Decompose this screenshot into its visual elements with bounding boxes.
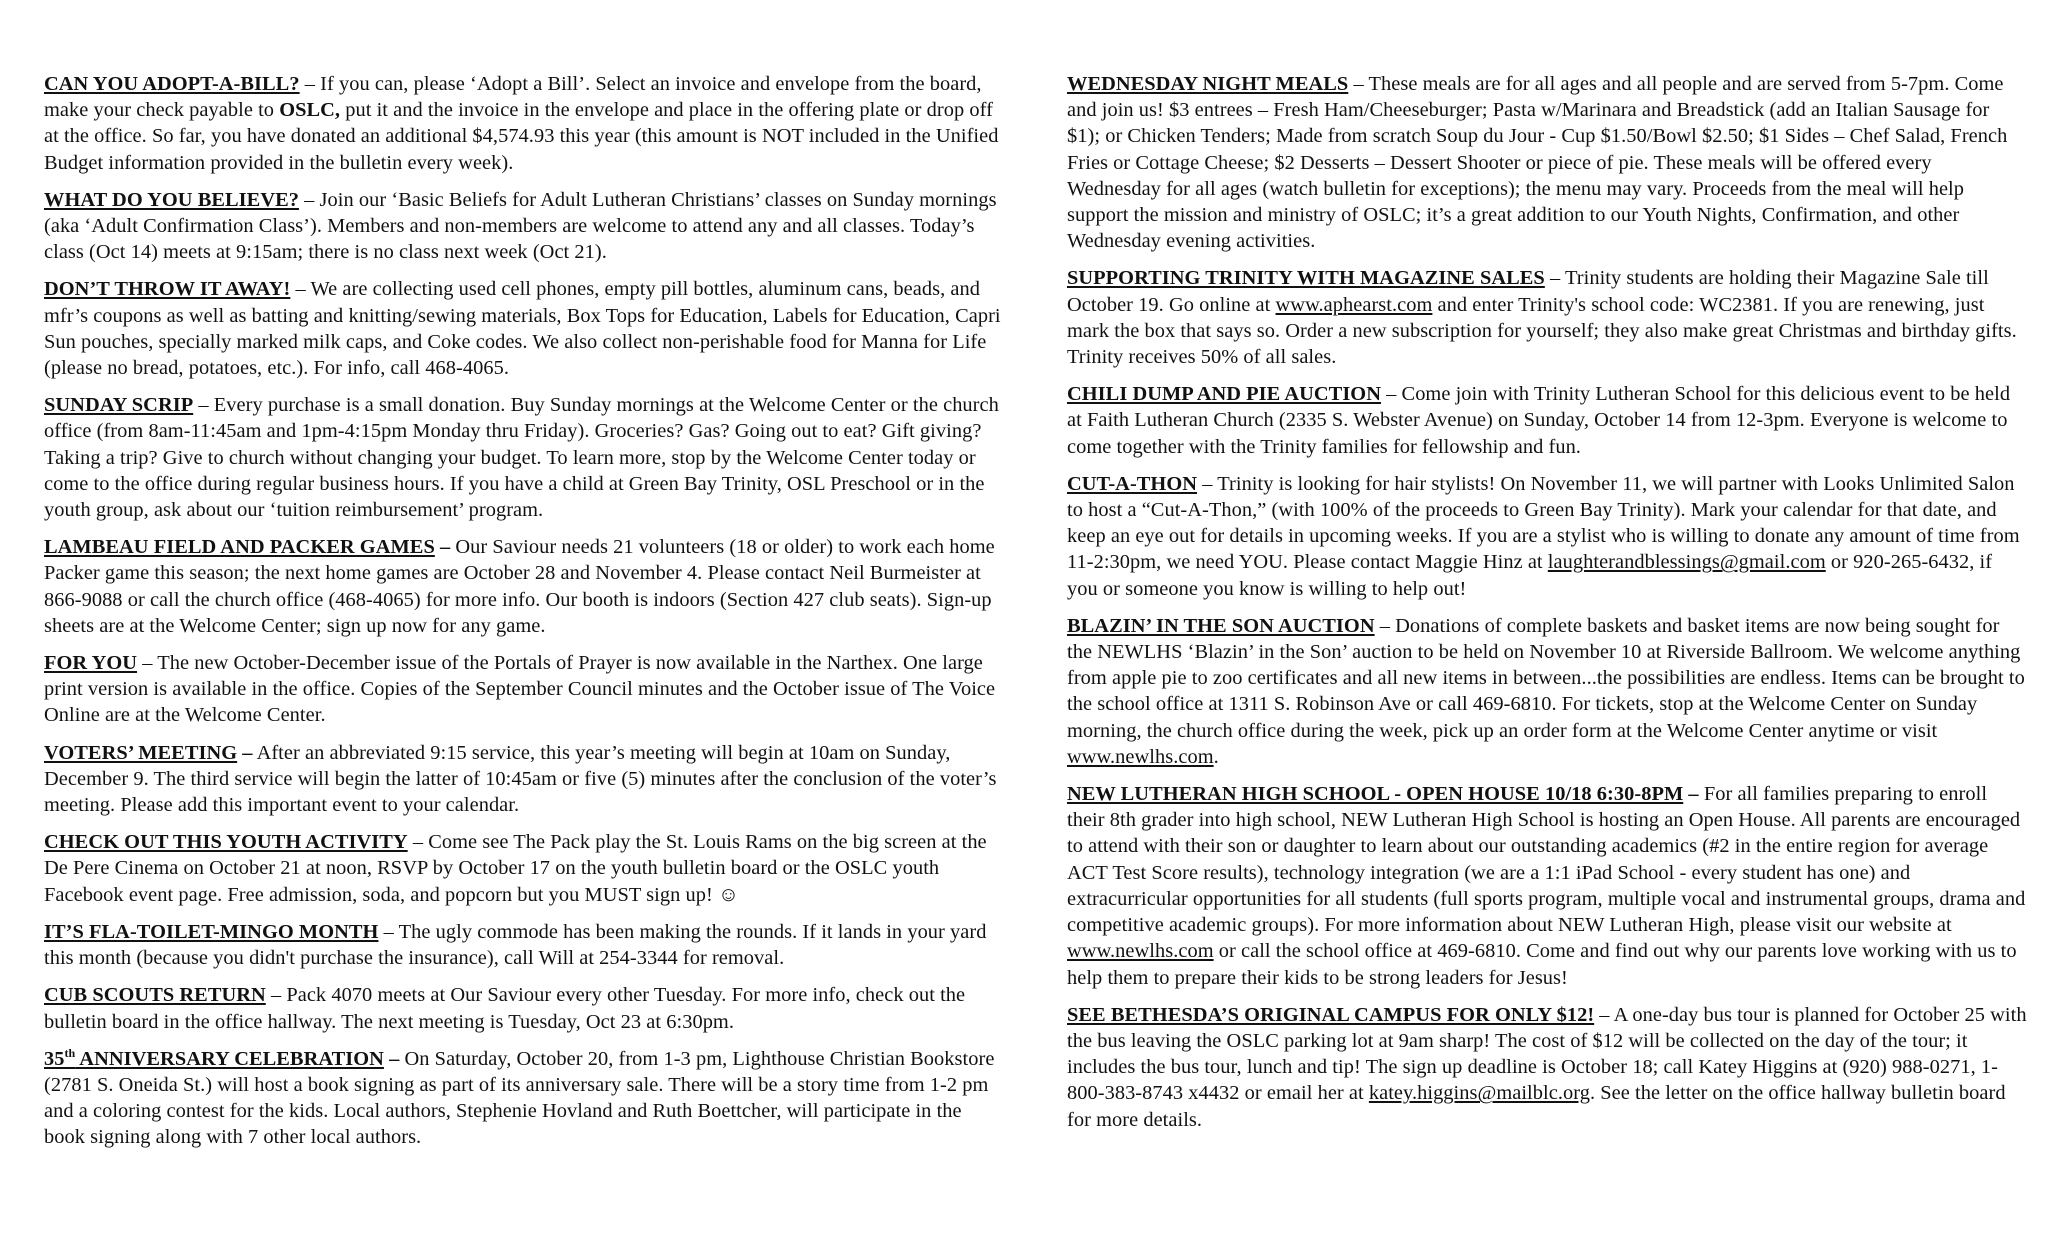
notice-heading: IT’S FLA-TOILET-MINGO MONTH xyxy=(44,920,379,943)
notice-heading: CAN YOU ADOPT-A-BILL? xyxy=(44,73,300,95)
notice-heading: SUNDAY SCRIP xyxy=(44,394,194,417)
flamingo-month-notice xyxy=(44,919,1004,971)
notice-heading: CUT-A-THON xyxy=(1067,472,1198,495)
notice-text: . xyxy=(1213,745,1219,768)
notice-dash: – xyxy=(1683,783,1699,806)
notice-text: – The new October-December issue of the Portals of Prayer is now available in the Narthex. One large print version is available in the office. Copies of the September Council minutes and the October issue of The Voice Online are at the Welcome Center. xyxy=(44,652,996,727)
notice-text: – We are collecting used cell phones, empty pill bottles, aluminum cans, beads, and mfr’s coupons as well as batting and knitting/sewing materials, Box Tops for Education, Labels for Education, Capri Sun pouches, specially marked milk caps, and Coke codes. We also collect non-perishable food for Manna for Life (please no bread, potatoes, etc.). For info, call 468-4065. xyxy=(44,278,1001,380)
notice-text: – Trinity is looking for hair stylists! On November 11, we will partner with Looks Unlimited Salon to host a “Cut-A-Thon,” (with 100% of the proceeds to Green Bay Trinity). Mark your calendar for that date, and keep an eye out for details in upcoming weeks. If you are a stylist who is willing to donate any amount of time from 11-2:30pm, we need YOU. Please contact Maggie Hinz at xyxy=(1067,472,2020,574)
notice-heading: SEE BETHESDA’S ORIGINAL CAMPUS FOR ONLY $12! xyxy=(1067,1003,1595,1026)
notice-dash: – xyxy=(434,536,451,559)
open-house-notice xyxy=(1067,781,2027,991)
newlhs-link[interactable]: www.newlhs.com xyxy=(1067,940,1214,963)
notice-text: or 920-265-6432, if you or someone you know is willing to help out! xyxy=(1067,551,1993,600)
notice-heading: CHILI DUMP AND PIE AUCTION xyxy=(1067,383,1381,406)
email-link[interactable]: laughterandblessings@gmail.com xyxy=(1547,551,1826,574)
notice-heading: DON’T THROW IT AWAY! xyxy=(44,278,291,301)
notice-text: On Saturday, October 20, from 1-3 pm, Lighthouse Christian Bookstore (2781 S. Oneida St.) will host a book signing as part of its anniversary sale. There will be a story time from 1-2 pm and a coloring contest for the kids. Local authors, Stephenie Hovland and Ruth Boettcher, will participate in the book signing along with 7 other local authors. xyxy=(44,1047,995,1149)
right-column xyxy=(1067,71,2027,1144)
adopt-a-bill-notice xyxy=(44,71,1004,176)
notice-text: For all families preparing to enroll their 8th grader into high school, NEW Lutheran High School is hosting an Open House. All parents are encouraged to attend with their son or daughter to learn about our outstanding academics (#2 in the entire region for average ACT Test Score results), technology integration (we are a 1:1 iPad School - every student has one) and extracurricular opportunities for all students (full sports program, multiple vocal and instrumental groups, drama and competitive academic groups). For more information about NEW Lutheran High, please visit our website at xyxy=(1067,783,2026,937)
notice-text: Our Saviour needs 21 volunteers (18 or older) to work each home Packer game this season; the next home games are October 28 and November 4. Please contact Neil Burmeister at 866-9088 or call the church office (468-4065) for more info. Our booth is indoors (Section 427 club seats). Sign-up sheets are at the Welcome Center; sign up now for any game. xyxy=(44,536,995,637)
notice-text: – These meals are for all ages and all people and are served from 5-7pm. Come and join us! $3 entrees – Fresh Ham/Cheeseburger; Pasta w/Marinara and Breadstick (add an Italian Sausage for $1); or Chicken Tenders; Made from scratch Soup du Jour - Cup $1.50/Bowl $2.50; $1 Sides – Chef Salad, French Fries or Cottage Cheese; $2 Desserts – Dessert Shooter or piece of pie. These meals will be offered every Wednesday for all ages (watch bulletin for exceptions); the menu may vary. Proceeds from the meal will help support the mission and ministry of OSLC; it’s a great addition to our Youth Nights, Confirmation, and other Wednesday evening activities. xyxy=(1067,73,2008,253)
notice-text: – Come see The Pack play the St. Louis Rams on the big screen at the De Pere Cinema on October 21 at noon, RSVP by October 17 on the youth bulletin board or the OSLC youth Facebook event page. Free admission, soda, and popcorn but you MUST sign up! ☺ xyxy=(44,831,987,906)
email-link[interactable]: katey.higgins@mailblc.org xyxy=(1368,1082,1590,1105)
notice-text: – If you can, please ‘Adopt a Bill’. Select an invoice and envelope from the board, make your check payable to xyxy=(44,73,982,122)
youth-activity-notice xyxy=(44,829,1004,908)
heading-number: 35 xyxy=(44,1047,65,1070)
anniversary-notice xyxy=(44,1046,1004,1151)
dont-throw-away-notice xyxy=(44,276,1004,381)
notice-text: or call the school office at 469-6810. Come and find out why our parents love working with us to help them to prepare their kids to be strong leaders for Jesus! xyxy=(1067,940,2017,989)
notice-text: put it and the invoice in the envelope and place in the offering plate or drop off at the office. So far, you have donated an additional $4,574.93 this year (this amount is NOT included in the Unified Budget information provided in the bulletin every week). xyxy=(44,99,999,174)
notice-text: – Join our ‘Basic Beliefs for Adult Lutheran Christians’ classes on Sunday mornings (aka ‘Adult Confirmation Class’). Members and non-members are welcome to attend any and all classes. Today’s class (Oct 14) meets at 9:15am; there is no class next week (Oct 21). xyxy=(44,188,997,264)
notice-text: . See the letter on the office hallway bulletin board for more details. xyxy=(1067,1082,2006,1131)
newlhs-link[interactable]: www.newlhs.com xyxy=(1067,745,1214,768)
notice-heading: WEDNESDAY NIGHT MEALS xyxy=(1067,73,1349,95)
notice-heading: NEW LUTHERAN HIGH SCHOOL - OPEN HOUSE 10/18 6:30-8PM xyxy=(1067,783,1684,806)
notice-dash: – xyxy=(237,741,253,764)
believe-notice xyxy=(44,187,1004,266)
voters-meeting-notice xyxy=(44,740,1004,819)
notice-dash: – xyxy=(383,1047,400,1070)
sunday-scrip-notice xyxy=(44,392,1004,523)
notice-heading: FOR YOU xyxy=(44,652,138,675)
left-column xyxy=(44,71,1004,1162)
cub-scouts-notice xyxy=(44,982,1004,1034)
notice-heading: BLAZIN’ IN THE SON AUCTION xyxy=(1067,614,1375,637)
notice-text: – Come join with Trinity Lutheran School for this delicious event to be held at Faith Lutheran Church (2335 S. Webster Avenue) on Sunday, October 14 from 12-3pm. Everyone is welcome to come together with the Trinity families for fellowship and fun. xyxy=(1067,383,2011,458)
heading-superscript: th xyxy=(64,1045,76,1060)
notice-heading: CUB SCOUTS RETURN xyxy=(44,984,266,1007)
notice-text: After an abbreviated 9:15 service, this year’s meeting will begin at 10am on Sunday, December 9. The third service will begin the latter of 10:45am or five (5) minutes after the conclusion of the voter’s meeting. Please add this important event to your calendar. xyxy=(44,741,997,817)
cut-a-thon-notice xyxy=(1067,471,2027,602)
magazine-sales-notice xyxy=(1067,265,2027,370)
chili-dump-notice xyxy=(1067,381,2027,460)
notice-text: – Trinity students are holding their Magazine Sale till October 19. Go online at xyxy=(1067,267,1989,316)
notice-bold-text: OSLC, xyxy=(279,99,341,122)
notice-heading xyxy=(44,1045,384,1070)
notice-heading: CHECK OUT THIS YOUTH ACTIVITY xyxy=(44,831,408,854)
notice-text: – A one-day bus tour is planned for October 25 with the bus leaving the OSLC parking lot at 9am sharp! The cost of $12 will be collected on the day of the tour; it includes the bus tour, lunch and tip! The sign up deadline is October 18; call Katey Higgins at (920) 988-0271, 1-800-383-8743 x4432 or email her at xyxy=(1067,1003,2027,1105)
notice-heading: WHAT DO YOU BELIEVE? xyxy=(44,188,299,211)
lambeau-notice xyxy=(44,534,1004,639)
notice-text: – Donations of complete baskets and basket items are now being sought for the NEWLHS ‘Blazin’ in the Son’ auction to be held on November 10 at Riverside Ballroom. We welcome anything from apple pie to zoo certificates and all new items in between...the possibilities are endless. Items can be brought to the school office at 1311 S. Robinson Ave or call 469-6810. For tickets, stop at the Welcome Center on Sunday morning, the church office during the week, pick up an order form at the Welcome Center anytime or visit xyxy=(1067,614,2025,742)
for-you-notice xyxy=(44,650,1004,729)
aphearst-link[interactable]: www.aphearst.com xyxy=(1275,293,1433,316)
wednesday-meals-notice xyxy=(1067,71,2027,254)
notice-text: and enter Trinity's school code: WC2381. If you are renewing, just mark the box that says so. Order a new subscription for yourself; they also make great Christmas and birthday gifts. Trinity receives 50% of all sales. xyxy=(1067,293,2017,369)
notice-heading: VOTERS’ MEETING xyxy=(44,741,238,764)
notice-text: – Every purchase is a small donation. Buy Sunday mornings at the Welcome Center or the church office (from 8am-11:45am and 1pm-4:15pm Monday thru Friday). Groceries? Gas? Going out to eat? Gift giving? Taking a trip? Give to church without changing your budget. To learn more, stop by the Welcome Center today or come to the office during regular business hours. If you have a child at Green Bay Trinity, OSL Preschool or in the youth group, ask about our ‘tuition reimbursement’ program. xyxy=(44,394,999,522)
notice-text: – Pack 4070 meets at Our Saviour every other Tuesday. For more info, check out the bulletin board in the office hallway. The next meeting is Tuesday, Oct 23 at 6:30pm. xyxy=(44,984,966,1033)
blazin-auction-notice xyxy=(1067,613,2027,770)
notice-text: – The ugly commode has been making the rounds. If it lands in your yard this month (because you didn't purchase the insurance), call Will at 254-3344 for removal. xyxy=(44,920,987,970)
notice-heading: SUPPORTING TRINITY WITH MAGAZINE SALES xyxy=(1067,267,1545,290)
bethesda-tour-notice xyxy=(1067,1002,2027,1133)
notice-heading: LAMBEAU FIELD AND PACKER GAMES xyxy=(44,536,435,559)
heading-rest: ANNIVERSARY CELEBRATION xyxy=(75,1047,384,1070)
